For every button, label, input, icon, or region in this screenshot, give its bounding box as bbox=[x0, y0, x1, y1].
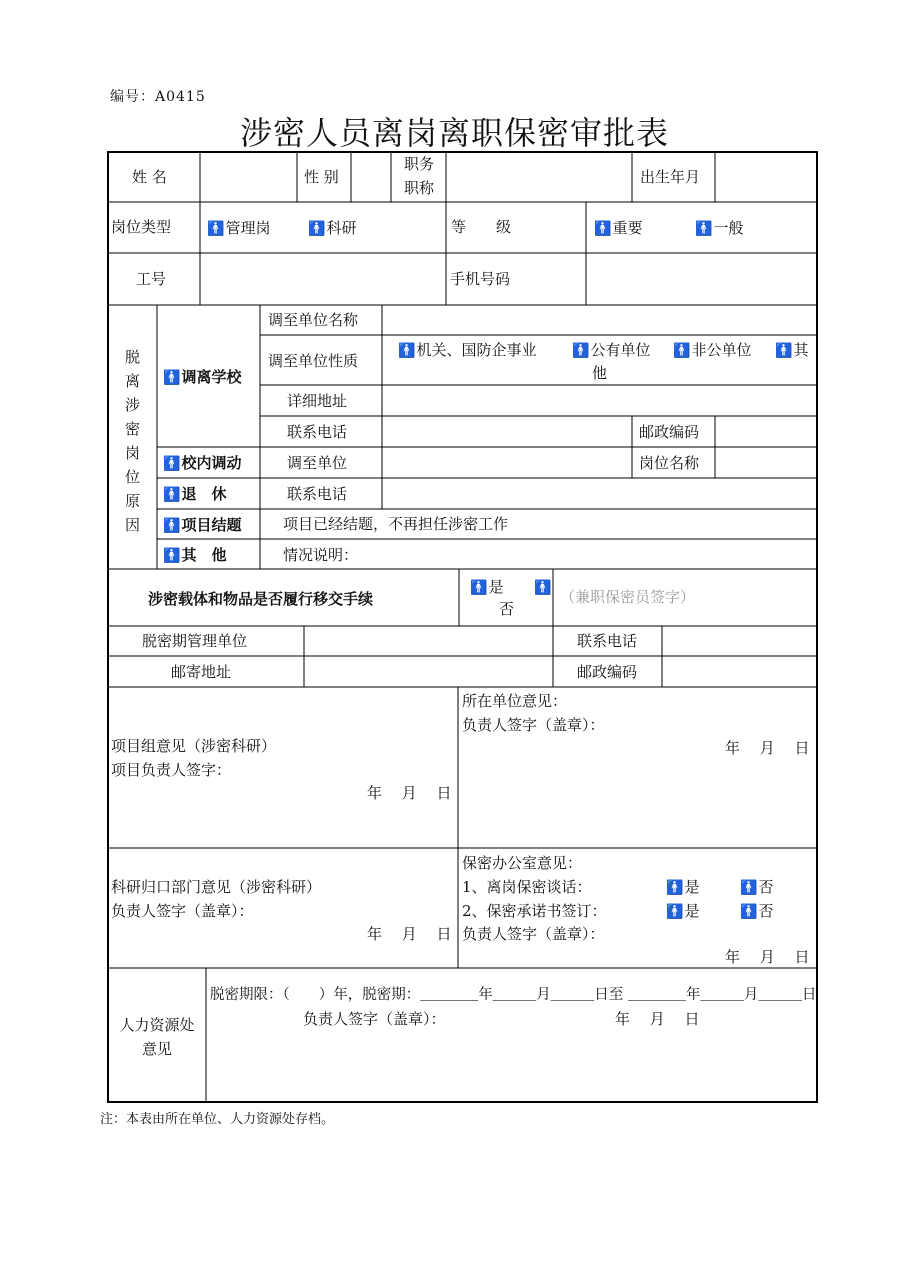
option-label: 公有单位 bbox=[590, 341, 651, 359]
office-sign: 负责人签字（盖章）： bbox=[462, 925, 605, 943]
office-date: 年 月 日 bbox=[725, 948, 810, 966]
reason-option-leave-school[interactable] bbox=[163, 368, 241, 387]
person-icon: 🚹 bbox=[308, 221, 326, 237]
reason-option-retire[interactable] bbox=[163, 485, 226, 504]
decl-unit-label: 脱密期管理单位 bbox=[142, 632, 248, 650]
exit-talk-yes[interactable] bbox=[666, 878, 699, 897]
nature-option-public[interactable] bbox=[572, 341, 650, 360]
unit-nature-label: 调至单位性质 bbox=[268, 352, 359, 370]
option-label: 是 bbox=[684, 878, 700, 896]
hr-label-line2: 意见 bbox=[141, 1040, 172, 1058]
person-icon: 🚹 bbox=[740, 880, 758, 896]
contact-phone-label: 联系电话 bbox=[287, 423, 348, 441]
declassification-period: 脱密期限：（ ）年，脱密期：＿＿＿＿年＿＿＿月＿＿＿日至 ＿＿＿＿年＿＿＿月＿＿＿日 bbox=[210, 987, 817, 1003]
reason-char: 脱 bbox=[125, 348, 141, 366]
unit-name-label: 调至单位名称 bbox=[268, 311, 359, 329]
decl-postcode-label: 邮政编码 bbox=[577, 663, 638, 681]
job-title-label-line2: 职称 bbox=[404, 179, 435, 197]
reason-char: 因 bbox=[125, 516, 141, 534]
retire-phone-label: 联系电话 bbox=[287, 485, 348, 503]
option-label: 项目结题 bbox=[181, 516, 242, 534]
project-date: 年 月 日 bbox=[367, 784, 452, 802]
decl-phone-label: 联系电话 bbox=[577, 632, 638, 650]
person-icon: 🚹 bbox=[470, 580, 488, 596]
form-title: 涉密人员离岗离职保密审批表 bbox=[239, 114, 669, 152]
exit-talk-label: 1、离岗保密谈话： bbox=[462, 878, 592, 896]
dept-date: 年 月 日 bbox=[725, 739, 810, 757]
postcode-label: 邮政编码 bbox=[639, 423, 700, 441]
option-label: 是 bbox=[488, 578, 504, 596]
post-type-option-management[interactable] bbox=[207, 219, 270, 238]
person-icon: 🚹 bbox=[163, 518, 181, 534]
option-label: 其 bbox=[793, 341, 809, 359]
research-dept-opinion: 科研归口部门意见（涉密科研） bbox=[111, 878, 322, 896]
carrier-option-yes[interactable] bbox=[470, 578, 503, 597]
reason-option-internal[interactable] bbox=[163, 454, 241, 473]
person-icon: 🚹 bbox=[666, 880, 684, 896]
promise-yes[interactable] bbox=[666, 902, 699, 921]
hr-label-line1: 人力资源处 bbox=[119, 1016, 195, 1034]
reason-option-project-end[interactable] bbox=[163, 516, 241, 535]
option-label: 机关、国防企事业 bbox=[416, 341, 537, 359]
hr-sign: 负责人签字（盖章）： bbox=[303, 1010, 446, 1028]
job-title-label-line1: 职务 bbox=[404, 155, 435, 173]
level-label: 等 级 bbox=[451, 218, 512, 236]
person-icon: 🚹 bbox=[775, 343, 793, 359]
nature-option-government[interactable] bbox=[398, 341, 536, 360]
research-date: 年 月 日 bbox=[367, 925, 452, 943]
person-icon: 🚹 bbox=[572, 343, 590, 359]
dept-sign: 负责人签字（盖章）： bbox=[462, 716, 605, 734]
option-label: 管理岗 bbox=[225, 219, 271, 237]
carrier-no-label: 否 bbox=[499, 600, 515, 618]
name-label: 姓 名 bbox=[132, 168, 167, 186]
footer-note: 注：本表由所在单位、人力资源处存档。 bbox=[100, 1112, 335, 1127]
secretary-sign-hint: （兼职保密员签字） bbox=[560, 588, 696, 606]
option-label: 重要 bbox=[612, 219, 643, 237]
project-leader-sign: 项目负责人签字： bbox=[111, 761, 232, 779]
option-label: 调离学校 bbox=[181, 368, 242, 386]
reason-char: 密 bbox=[125, 420, 141, 438]
reason-char: 涉 bbox=[125, 396, 141, 414]
document-number: 编号：A0415 bbox=[110, 89, 206, 105]
level-option-important[interactable] bbox=[594, 219, 642, 238]
project-group-opinion: 项目组意见（涉密科研） bbox=[111, 737, 277, 755]
to-unit-label: 调至单位 bbox=[287, 454, 348, 472]
reason-char: 离 bbox=[125, 372, 141, 390]
post-type-label: 岗位类型 bbox=[111, 218, 172, 236]
mail-address-label: 邮寄地址 bbox=[171, 663, 232, 681]
person-icon: 🚹 bbox=[594, 221, 612, 237]
reason-char: 位 bbox=[125, 468, 141, 486]
person-icon: 🚹 bbox=[666, 904, 684, 920]
option-label: 非公单位 bbox=[691, 341, 752, 359]
staff-id-label: 工号 bbox=[136, 270, 167, 288]
person-icon: 🚹 bbox=[740, 904, 758, 920]
reason-option-other[interactable] bbox=[163, 546, 226, 565]
carrier-option-no[interactable] bbox=[534, 578, 552, 597]
reason-char: 原 bbox=[125, 492, 141, 510]
person-icon: 🚹 bbox=[163, 456, 181, 472]
option-label: 否 bbox=[758, 902, 774, 920]
hr-date: 年 月 日 bbox=[615, 1010, 700, 1028]
person-icon: 🚹 bbox=[163, 487, 181, 503]
gender-label: 性 别 bbox=[304, 168, 339, 186]
nature-option-nonpublic[interactable] bbox=[673, 341, 751, 360]
level-option-general[interactable] bbox=[695, 219, 743, 238]
person-icon: 🚹 bbox=[534, 580, 552, 596]
carrier-handover-label: 涉密载体和物品是否履行移交手续 bbox=[148, 590, 374, 608]
option-label: 退 休 bbox=[181, 485, 227, 503]
person-icon: 🚹 bbox=[163, 370, 181, 386]
person-icon: 🚹 bbox=[398, 343, 416, 359]
birth-label: 出生年月 bbox=[640, 168, 701, 186]
option-label: 是 bbox=[684, 902, 700, 920]
other-note: 情况说明： bbox=[283, 546, 359, 564]
option-label: 科研 bbox=[326, 219, 357, 237]
person-icon: 🚹 bbox=[207, 221, 225, 237]
office-opinion: 保密办公室意见： bbox=[462, 854, 583, 872]
address-label: 详细地址 bbox=[287, 392, 348, 410]
promise-label: 2、保密承诺书签订： bbox=[462, 902, 607, 920]
research-dept-sign: 负责人签字（盖章）： bbox=[111, 902, 254, 920]
mobile-label: 手机号码 bbox=[450, 270, 511, 288]
nature-option-other-cont: 他 bbox=[592, 364, 608, 382]
exit-talk-no[interactable] bbox=[740, 878, 773, 897]
nature-option-other[interactable] bbox=[775, 341, 808, 360]
person-icon: 🚹 bbox=[673, 343, 691, 359]
project-end-note: 项目已经结题，不再担任涉密工作 bbox=[283, 515, 509, 533]
person-icon: 🚹 bbox=[695, 221, 713, 237]
post-type-option-research[interactable] bbox=[308, 219, 356, 238]
dept-opinion: 所在单位意见： bbox=[462, 692, 568, 710]
option-label: 其 他 bbox=[181, 546, 227, 564]
person-icon: 🚹 bbox=[163, 548, 181, 564]
reason-char: 岗 bbox=[125, 444, 141, 462]
post-name-label: 岗位名称 bbox=[639, 454, 700, 472]
option-label: 一般 bbox=[713, 219, 744, 237]
option-label: 校内调动 bbox=[181, 454, 242, 472]
option-label: 否 bbox=[758, 878, 774, 896]
promise-no[interactable] bbox=[740, 902, 773, 921]
reason-vertical-label bbox=[125, 345, 143, 537]
